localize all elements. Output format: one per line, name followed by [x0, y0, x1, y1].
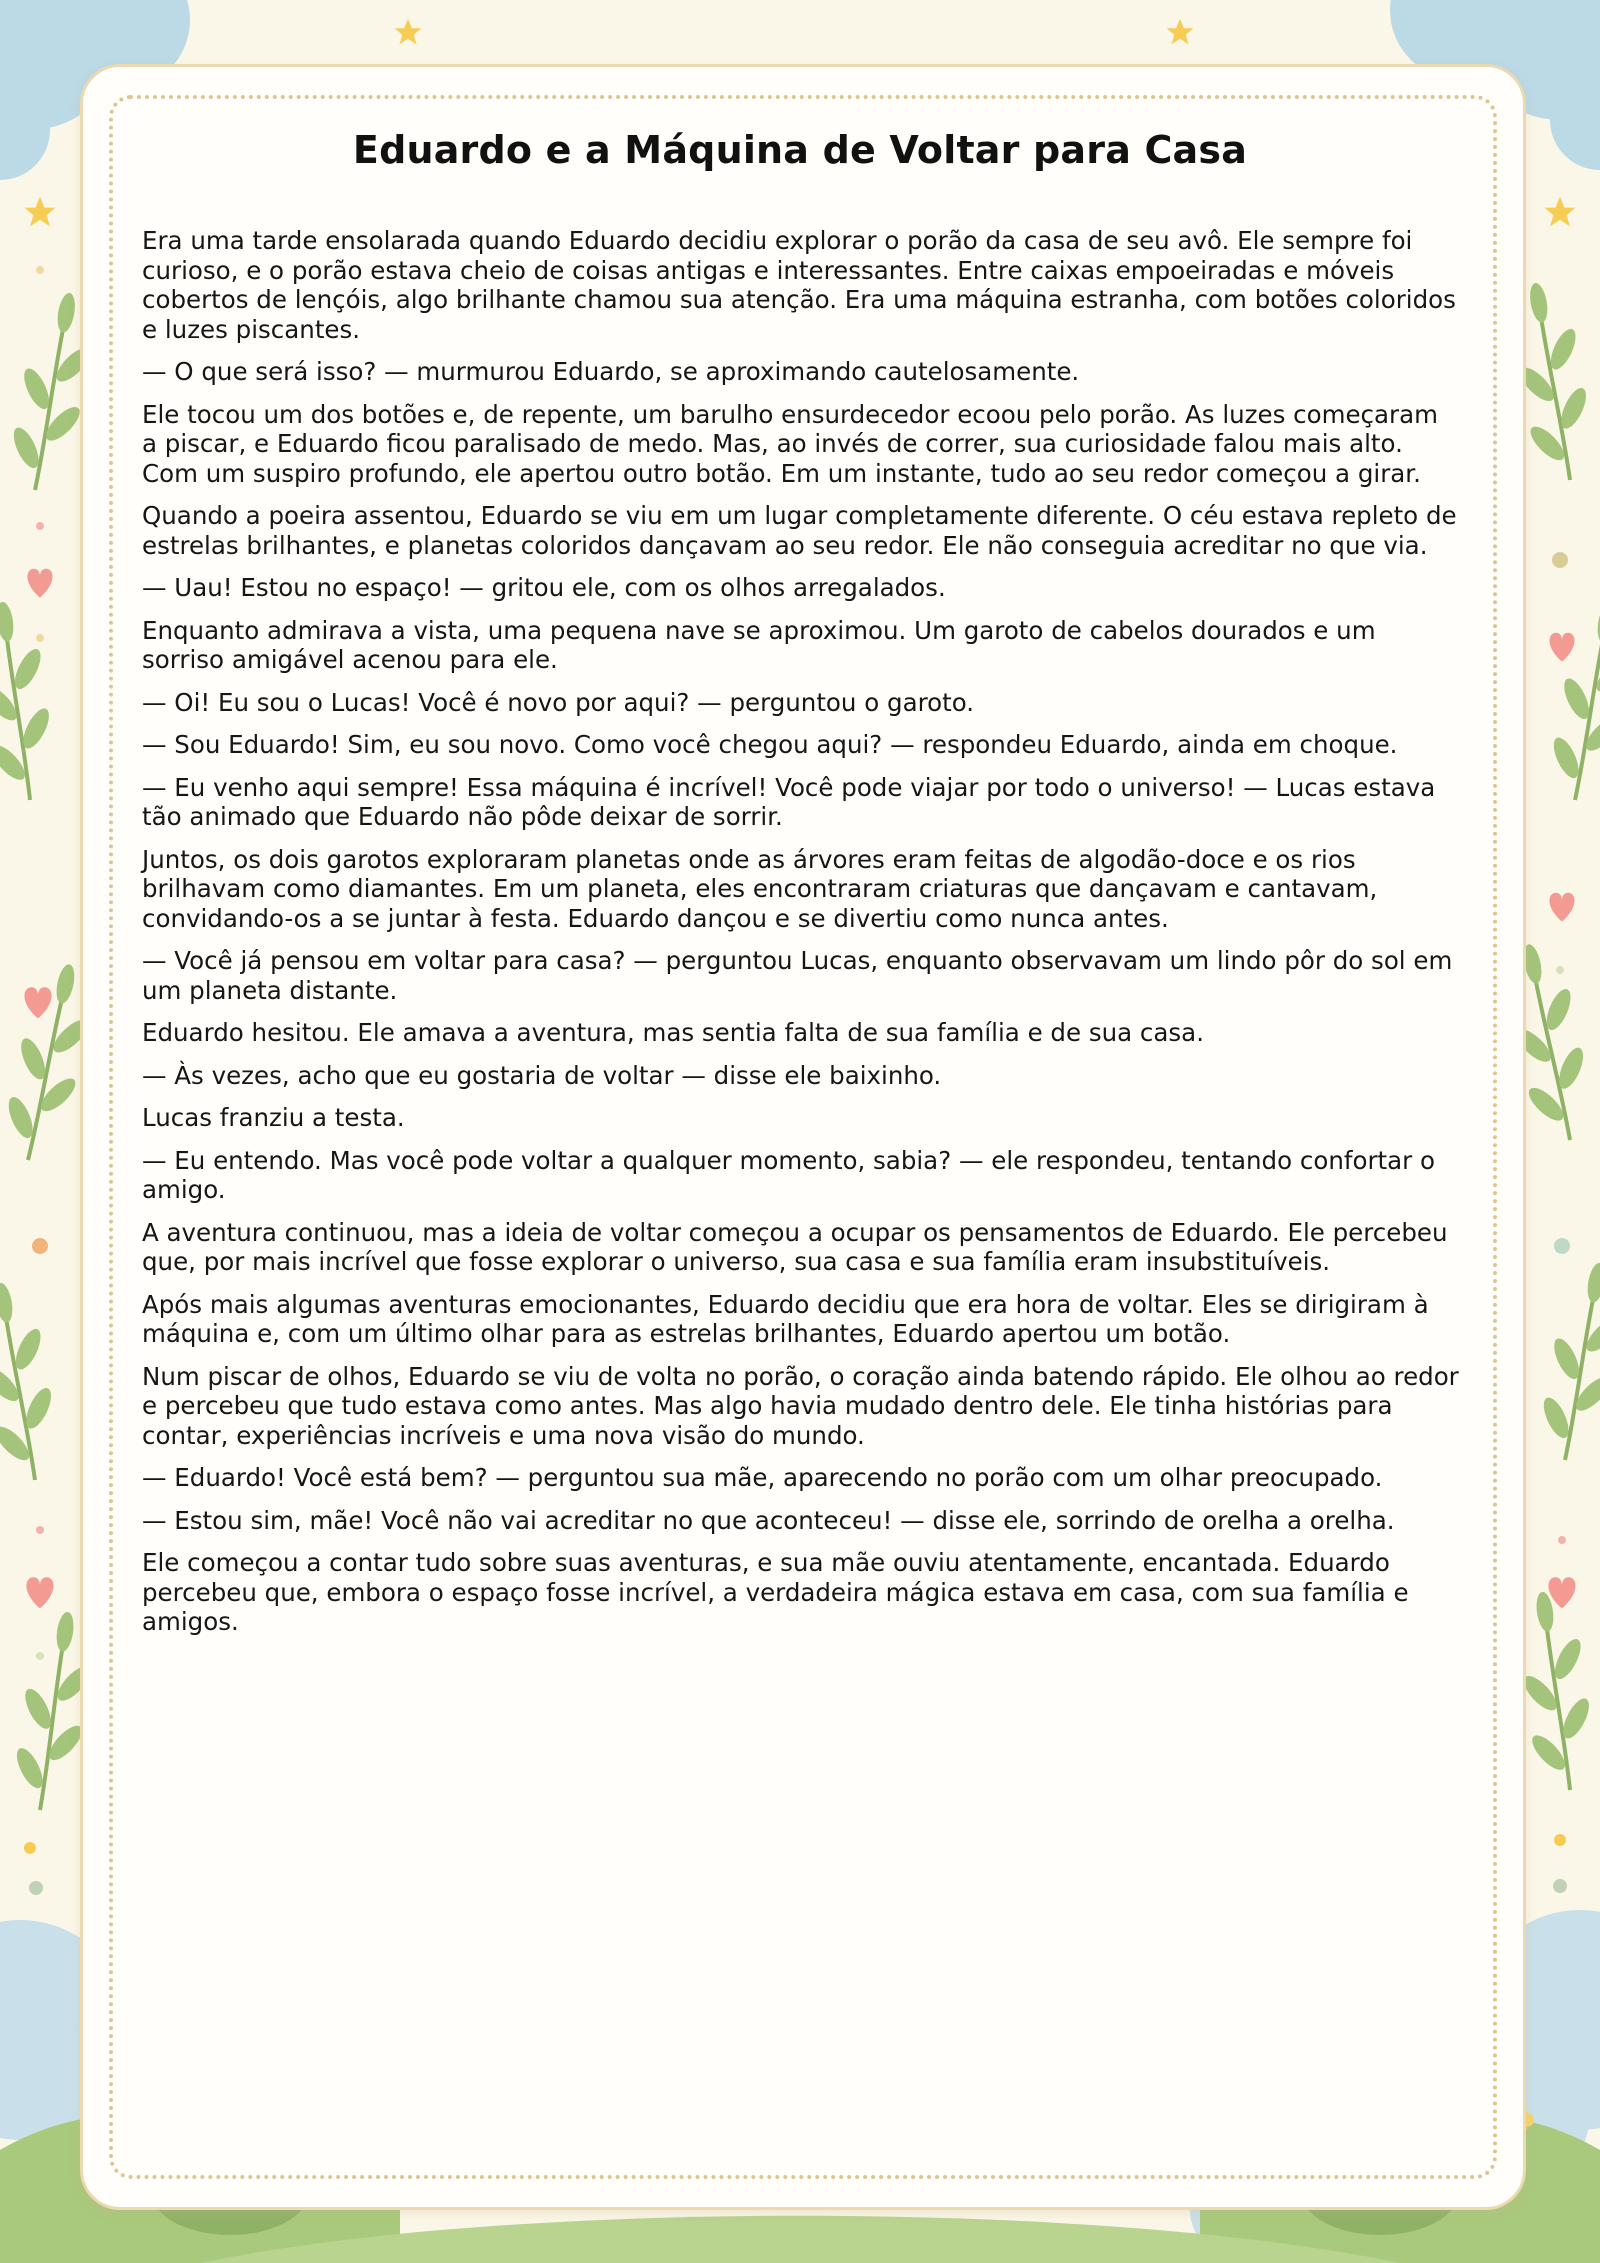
paragraph: Era uma tarde ensolarada quando Eduardo decidiu explorar o porão da casa de seu avô. Ele sempre foi curioso, e o porão estava cheio de coisas antigas e interessantes. Entre caixas empoeiradas e móveis cobertos de lençóis, algo brilhante chamou sua atenção. Era uma máquina estranha, com botões coloridos e luzes piscantes. — [142, 226, 1456, 344]
paragraph: Eduardo hesitou. Ele amava a aventura, mas sentia falta de sua família e de sua casa. — [142, 1018, 1204, 1047]
paragraph: — Às vezes, acho que eu gostaria de voltar — disse ele baixinho. — [142, 1060, 942, 1090]
paragraph: — Sou Eduardo! Sim, eu sou novo. Como você chegou aqui? — respondeu Eduardo, ainda em choque. — [142, 730, 1398, 759]
paragraph: — Estou sim, mãe! Você não vai acreditar no que aconteceu! — disse ele, sorrindo de orelha a orelha. — [142, 1505, 1395, 1535]
paragraph: — Você já pensou em voltar para casa? — perguntou Lucas, enquanto observavam um lindo pôr do sol em um planeta distante. — [142, 946, 1453, 1005]
paragraph: — Eu venho aqui sempre! Essa máquina é incrível! Você pode viajar por todo o universo! — Lucas estava tão animado que Eduardo não pôde deixar de sorrir. — [142, 772, 1436, 831]
paragraph: Juntos, os dois garotos exploraram planetas onde as árvores eram feitas de algodão-doce e os rios brilhavam como diamantes. Em um planeta, eles encontraram criaturas que dançavam e cantavam, convidando-os a se juntar à festa. Eduardo dançou e se divertiu como nunca antes. — [142, 844, 1378, 933]
paragraph: Lucas franziu a testa. — [142, 1103, 405, 1132]
paragraph: Enquanto admirava a vista, uma pequena nave se aproximou. Um garoto de cabelos dourados e um sorriso amigável acenou para ele. — [142, 615, 1376, 674]
paragraph: — Eu entendo. Mas você pode voltar a qualquer momento, sabia? — ele respondeu, tentando confortar o amigo. — [142, 1145, 1436, 1204]
paragraph: Após mais algumas aventuras emocionantes, Eduardo decidiu que era hora de voltar. Eles se dirigiram à máquina e, com um último olhar para as estrelas brilhantes, Eduardo apertou um botão. — [142, 1289, 1429, 1348]
paragraph: Num piscar de olhos, Eduardo se viu de volta no porão, o coração ainda batendo rápido. Ele olhou ao redor e percebeu que tudo estava como antes. Mas algo havia mudado dentro dele. Ele tinha histórias para contar, experiências incríveis e uma nova visão do mundo. — [142, 1361, 1459, 1450]
paragraph: — O que será isso? — murmurou Eduardo, se aproximando cautelosamente. — [142, 357, 1080, 386]
paragraph: Ele começou a contar tudo sobre suas aventuras, e sua mãe ouviu atentamente, encantada. Eduardo percebeu que, embora o espaço fosse incrível, a verdadeira mágica estava em casa, com sua família e amigos. — [142, 1548, 1409, 1636]
paragraph: — Eduardo! Você está bem? — perguntou sua mãe, aparecendo no porão com um olhar preocupado. — [142, 1463, 1383, 1492]
story-title: Eduardo e a Máquina de Voltar para Casa — [352, 128, 1248, 172]
paragraph: Ele tocou um dos botões e, de repente, um barulho ensurdecedor ecoou pelo porão. As luzes começaram a piscar, e Eduardo ficou paralisado de medo. Mas, ao invés de correr, sua curiosidade falou mais alto. Com um suspiro profundo, ele apertou outro botão. Em um instante, tudo ao seu redor começou a girar. — [142, 399, 1438, 488]
story-body — [142, 226, 1460, 1650]
paragraph: Quando a poeira assentou, Eduardo se viu em um lugar completamente diferente. O céu estava repleto de estrelas brilhantes, e planetas coloridos dançavam ao seu redor. Ele não conseguia acreditar no que via. — [142, 501, 1457, 560]
paragraph: — Oi! Eu sou o Lucas! Você é novo por aqui? — perguntou o garoto. — [142, 687, 975, 717]
paragraph: A aventura continuou, mas a ideia de voltar começou a ocupar os pensamentos de Eduardo. Ele percebeu que, por mais incrível que fosse explorar o universo, sua casa e sua família eram insubstituíveis. — [142, 1217, 1448, 1276]
paragraph: — Uau! Estou no espaço! — gritou ele, com os olhos arregalados. — [142, 573, 946, 602]
